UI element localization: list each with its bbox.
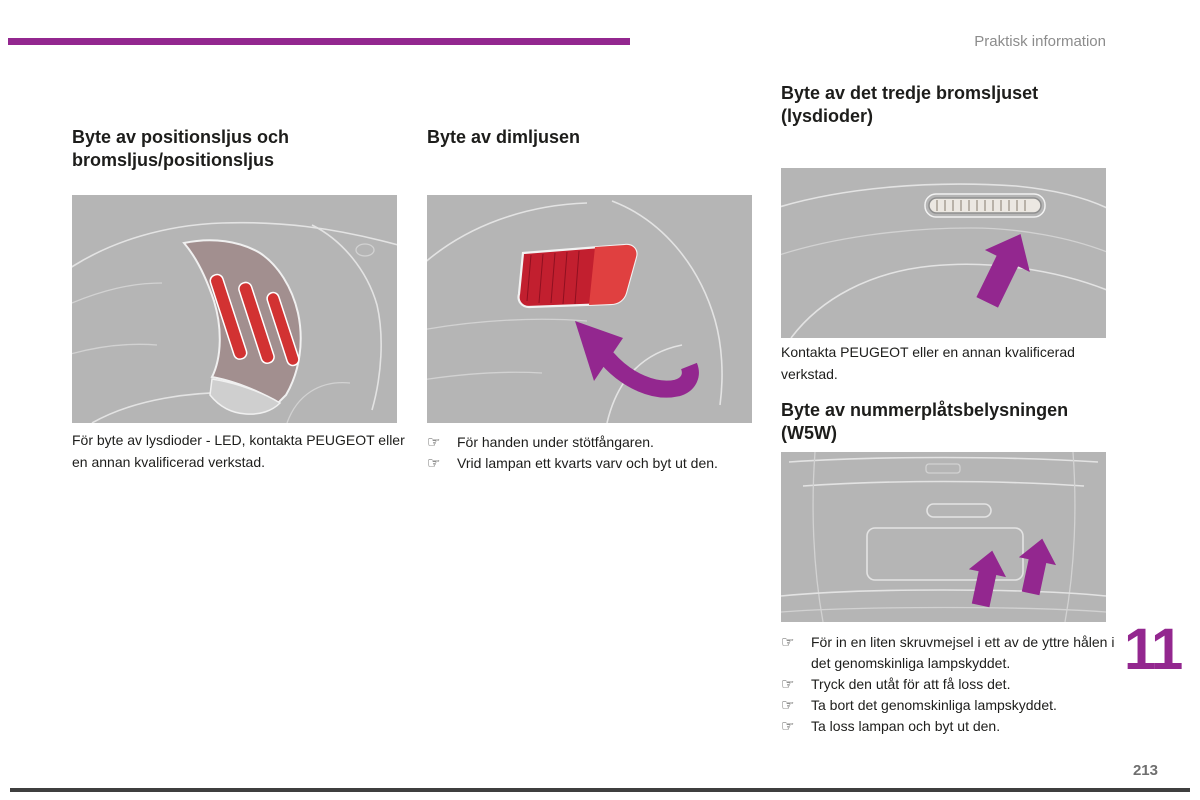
third-brake-light-illustration xyxy=(781,168,1106,338)
position-lights-note: För byte av lysdioder - LED, kontakta PEUGEOT eller en annan kvalificerad verkstad. xyxy=(72,432,405,470)
pointing-hand-icon: ☞ xyxy=(427,455,441,472)
purple-arrow-icon xyxy=(1012,535,1061,598)
running-header: Praktisk information xyxy=(974,33,1106,50)
chapter-number: 11 xyxy=(1124,617,1182,682)
page-number: 213 xyxy=(1132,762,1158,779)
pointing-hand-icon: ☞ xyxy=(781,718,795,735)
third-brake-light-note: Kontakta PEUGEOT eller en annan kvalificerad verkstad. xyxy=(781,344,1075,382)
section-title-third-brake-light: Byte av det tredje bromsljuset (lysdioder) xyxy=(781,83,1039,126)
fog-light-instructions xyxy=(427,432,771,474)
instruction-item: ☞ Ta bort det genomskinliga lampskyddet. xyxy=(781,697,1057,714)
license-plate-light-drawing xyxy=(781,452,1106,622)
pointing-hand-icon: ☞ xyxy=(781,697,795,714)
tail-light-drawing xyxy=(72,195,397,423)
purple-arrow-icon xyxy=(962,547,1011,610)
instruction-item: ☞ Vrid lampan ett kvarts varv och byt ut den. xyxy=(427,455,718,472)
pointing-hand-icon: ☞ xyxy=(427,434,441,451)
fog-light-illustration xyxy=(427,195,752,423)
tail-light-illustration xyxy=(72,195,397,423)
fog-light-drawing xyxy=(427,195,752,423)
pointing-hand-icon: ☞ xyxy=(781,634,795,651)
pointing-hand-icon: ☞ xyxy=(781,676,795,693)
section-title-position-lights: Byte av positionsljus och bromsljus/positionsljus xyxy=(72,127,290,170)
plate-light-instructions xyxy=(781,632,1125,737)
instruction-item: ☞ För in en liten skruvmejsel i ett av de yttre hålen i det genomskinliga lampskyddet. xyxy=(781,634,1115,671)
footer-rule xyxy=(10,788,1190,792)
purple-arrow-icon xyxy=(575,321,690,389)
instruction-item: ☞ Tryck den utåt för att få loss det. xyxy=(781,676,1011,693)
license-plate-light-illustration xyxy=(781,452,1106,622)
purple-arrow-icon xyxy=(965,223,1043,313)
instruction-item: ☞ För handen under stötfångaren. xyxy=(427,434,654,451)
chapter-accent-bar xyxy=(8,38,630,45)
section-title-fog-lights: Byte av dimljusen xyxy=(427,127,581,147)
third-brake-light-drawing xyxy=(781,168,1106,338)
section-title-plate-light: Byte av nummerplåtsbelysningen (W5W) xyxy=(781,400,1069,443)
instruction-item: ☞ Ta loss lampan och byt ut den. xyxy=(781,718,1001,735)
